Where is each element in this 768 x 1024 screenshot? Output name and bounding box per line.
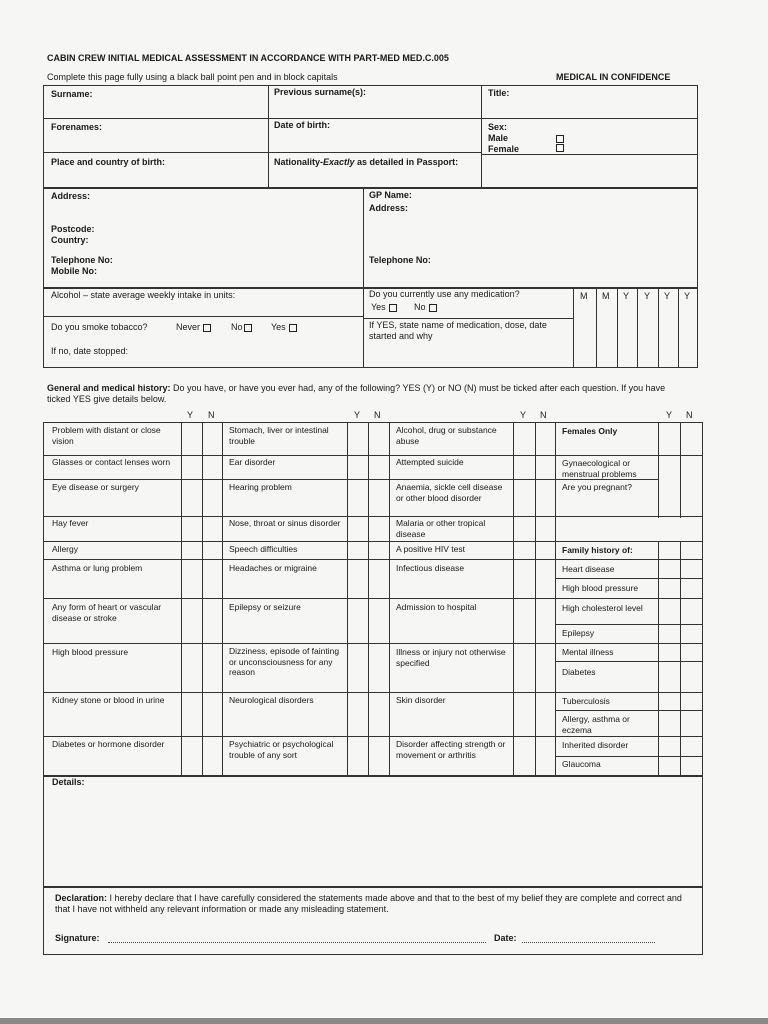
- smoke-stopped-field[interactable]: If no, date stopped:: [51, 346, 129, 356]
- smoke-question: Do you smoke tobacco?: [51, 322, 148, 332]
- history-item-gynaecological: Gynaecological or menstrual problems: [562, 458, 637, 479]
- history-item-glasses: Glasses or contact lenses worn: [52, 457, 171, 467]
- personal-details-box: [43, 85, 698, 188]
- yn-header-y4: Y: [666, 410, 673, 420]
- previous-surnames-field[interactable]: Previous surname(s):: [274, 87, 367, 97]
- history-intro: [47, 383, 687, 405]
- history-item-skin: Skin disorder: [396, 695, 446, 705]
- history-intro-bold: General and medical history:: [47, 383, 171, 393]
- history-item-illness: Illness or injury not otherwise specified: [396, 647, 506, 668]
- family-item-tuberculosis: Tuberculosis: [562, 696, 610, 706]
- medication-no-label: No: [414, 302, 426, 312]
- history-item-alcohol-drug: Alcohol, drug or substance abuse: [396, 425, 497, 446]
- signature-line[interactable]: [108, 942, 486, 943]
- history-item-diabetes: Diabetes or hormone disorder: [52, 739, 165, 749]
- history-item-dizziness: Dizziness, episode of fainting or unconsciousness for any reason: [229, 646, 340, 677]
- form-instruction: Complete this page fully using a black ball point pen and in block capitals: [47, 72, 338, 82]
- medication-yes-checkbox[interactable]: [389, 304, 397, 312]
- date-label: Date:: [494, 933, 517, 943]
- history-item-kidney: Kidney stone or blood in urine: [52, 695, 165, 705]
- gp-address-field[interactable]: Address:: [369, 203, 409, 213]
- forenames-field[interactable]: Forenames:: [51, 122, 103, 132]
- family-item-diabetes: Diabetes: [562, 667, 596, 677]
- history-item-heart: Any form of heart or vascular disease or stroke: [52, 602, 162, 623]
- details-label: Details:: [52, 777, 85, 787]
- declaration-label: Declaration:: [55, 893, 108, 903]
- medication-details-field[interactable]: If YES, state name of medication, dose, date started and why: [369, 320, 547, 341]
- family-item-allergy: Allergy, asthma or eczema: [562, 714, 630, 735]
- history-item-infectious: Infectious disease: [396, 563, 465, 573]
- smoke-yes-checkbox[interactable]: [289, 324, 297, 332]
- country-field[interactable]: Country:: [51, 235, 89, 245]
- declaration-body: I hereby declare that I have carefully considered the statements made above and that to the best of my belief they are complete and correct and that I have not withheld any relevant information or made any misleading statement.: [55, 893, 682, 914]
- history-item-blood-pressure: High blood pressure: [52, 647, 129, 657]
- history-item-asthma: Asthma or lung problem: [52, 563, 143, 573]
- medication-yes-label: Yes: [371, 302, 386, 312]
- confidential-label: MEDICAL IN CONFIDENCE: [556, 72, 671, 82]
- history-item-hiv: A positive HIV test: [396, 544, 465, 554]
- history-item-neurological: Neurological disorders: [229, 695, 314, 705]
- declaration-text: [55, 893, 695, 915]
- family-history-heading: Family history of:: [562, 545, 633, 555]
- history-item-eye-disease: Eye disease or surgery: [52, 482, 139, 492]
- medication-no-checkbox[interactable]: [429, 304, 437, 312]
- family-item-cholesterol: High cholesterol level: [562, 603, 643, 613]
- history-item-stomach: Stomach, liver or intestinal trouble: [229, 425, 329, 446]
- family-item-mental-illness: Mental illness: [562, 647, 614, 657]
- medication-no-option[interactable]: [414, 302, 437, 313]
- telephone-field[interactable]: Telephone No:: [51, 255, 113, 265]
- smoke-yes-label: Yes: [271, 322, 286, 332]
- date-col-y1: Y: [623, 291, 630, 301]
- smoke-never-label: Never: [176, 322, 201, 332]
- medication-yes-option[interactable]: [371, 302, 397, 313]
- date-col-m1: M: [580, 291, 588, 301]
- form-title: CABIN CREW INITIAL MEDICAL ASSESSMENT IN ACCORDANCE WITH PART-MED MED.C.005: [47, 53, 449, 63]
- history-item-psychiatric: Psychiatric or psychological trouble of any sort: [229, 739, 334, 760]
- surname-field[interactable]: Surname:: [51, 89, 93, 99]
- gp-name-field[interactable]: GP Name:: [369, 190, 412, 200]
- history-item-nose-throat: Nose, throat or sinus disorder: [229, 518, 341, 528]
- date-col-y2: Y: [644, 291, 651, 301]
- smoke-no-checkbox[interactable]: [244, 324, 252, 332]
- date-col-y4: Y: [684, 291, 691, 301]
- smoke-yes-option[interactable]: [271, 322, 297, 333]
- history-item-epilepsy: Epilepsy or seizure: [229, 602, 301, 612]
- male-label: Male: [488, 133, 509, 143]
- mobile-field[interactable]: Mobile No:: [51, 266, 97, 276]
- yn-header-n4: N: [686, 410, 693, 420]
- yn-header-y1: Y: [187, 410, 194, 420]
- sex-female-option[interactable]: [488, 144, 519, 155]
- smoke-no-label: No: [231, 322, 243, 332]
- signature-label: Signature:: [55, 933, 100, 943]
- family-item-glaucoma: Glaucoma: [562, 759, 601, 769]
- female-label: Female: [488, 144, 520, 154]
- details-box[interactable]: [43, 776, 703, 887]
- history-item-anaemia: Anaemia, sickle cell disease or other blood disorder: [396, 482, 503, 503]
- history-item-hospital: Admission to hospital: [396, 602, 477, 612]
- history-item-movement: Disorder affecting strength or movement or arthritis: [396, 739, 506, 760]
- history-item-malaria: Malaria or other tropical disease: [396, 518, 486, 539]
- family-item-blood-pressure: High blood pressure: [562, 583, 639, 593]
- date-col-y3: Y: [664, 291, 671, 301]
- females-only-heading: Females Only: [562, 426, 618, 436]
- history-item-allergy: Allergy: [52, 544, 78, 554]
- gp-telephone-field[interactable]: Telephone No:: [369, 255, 431, 265]
- smoke-never-option[interactable]: [176, 322, 211, 333]
- yn-header-n1: N: [208, 410, 215, 420]
- yn-header-n3: N: [540, 410, 547, 420]
- address-field[interactable]: Address:: [51, 191, 91, 201]
- nationality-prefix: Nationality-: [274, 157, 324, 167]
- place-of-birth-field[interactable]: Place and country of birth:: [51, 157, 166, 167]
- smoke-never-checkbox[interactable]: [203, 324, 211, 332]
- history-item-pregnant: Are you pregnant?: [562, 482, 632, 492]
- yn-header-n2: N: [374, 410, 381, 420]
- sex-male-option[interactable]: [488, 133, 508, 144]
- history-item-ear: Ear disorder: [229, 457, 276, 467]
- nationality-suffix: as detailed in Passport:: [354, 157, 459, 167]
- alcohol-field[interactable]: Alcohol – state average weekly intake in units:: [51, 290, 236, 300]
- smoke-no-option[interactable]: [231, 322, 252, 333]
- history-item-hearing: Hearing problem: [229, 482, 292, 492]
- yn-header-y3: Y: [520, 410, 527, 420]
- family-item-epilepsy: Epilepsy: [562, 628, 595, 638]
- medication-question: Do you currently use any medication?: [369, 289, 520, 299]
- date-col-m2: M: [602, 291, 610, 301]
- sex-label: Sex:: [488, 122, 508, 132]
- history-item-speech: Speech difficulties: [229, 544, 298, 554]
- postcode-field[interactable]: Postcode:: [51, 224, 95, 234]
- dob-field[interactable]: Date of birth:: [274, 120, 330, 130]
- history-intro-text: Do you have, or have you ever had, any of the following? YES (Y) or NO (N) must be ticked after each question. If you have ticked YES give details below.: [47, 383, 666, 404]
- history-item-suicide: Attempted suicide: [396, 457, 464, 467]
- family-item-inherited: Inherited disorder: [562, 740, 629, 750]
- scan-edge: [0, 1018, 768, 1024]
- family-item-heart: Heart disease: [562, 564, 615, 574]
- yn-header-y2: Y: [354, 410, 361, 420]
- date-line[interactable]: [522, 942, 655, 943]
- female-checkbox[interactable]: [556, 144, 564, 152]
- history-item-headaches: Headaches or migraine: [229, 563, 317, 573]
- male-checkbox[interactable]: [556, 135, 564, 143]
- title-field[interactable]: Title:: [488, 88, 510, 98]
- nationality-exactly: Exactly: [323, 157, 355, 167]
- history-item-hay-fever: Hay fever: [52, 518, 89, 528]
- history-item-vision: Problem with distant or close vision: [52, 425, 161, 446]
- nationality-field[interactable]: [274, 157, 458, 168]
